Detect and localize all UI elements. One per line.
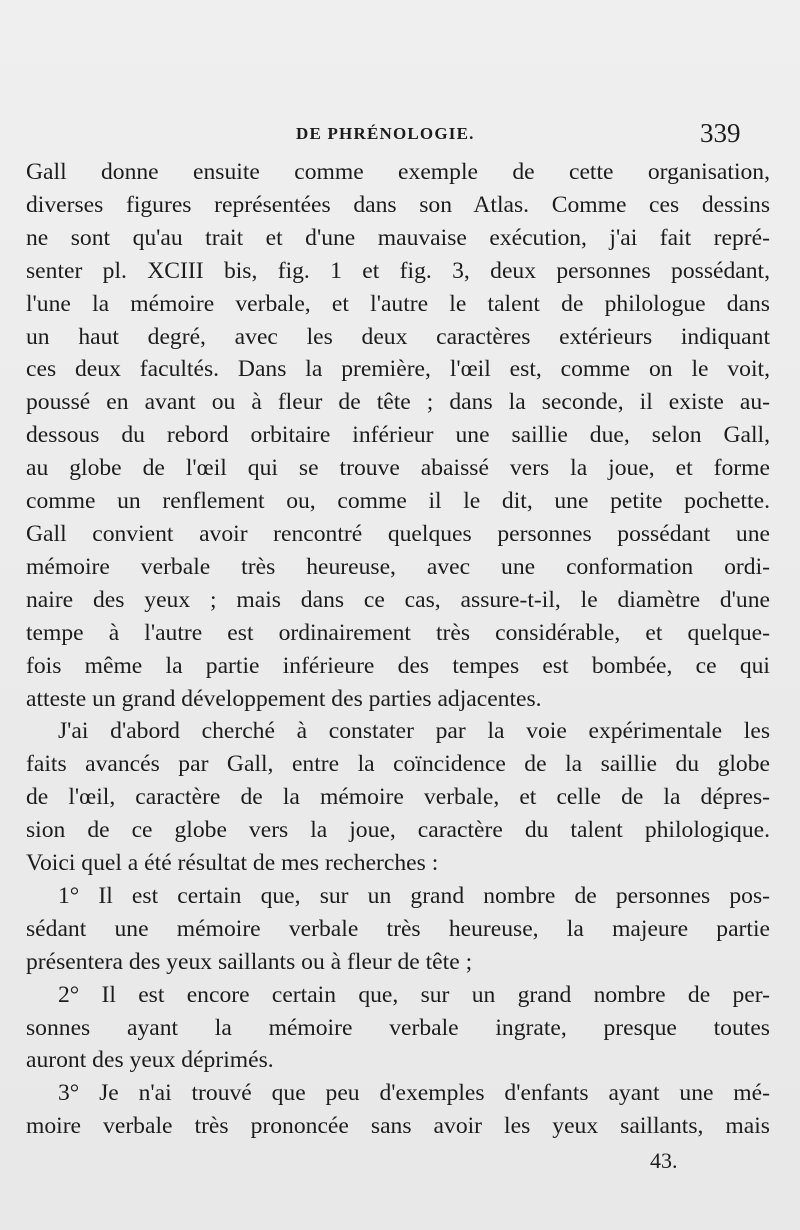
text-line: sion de ce globe vers la joue, caractère du talent philologique. [26, 817, 770, 844]
text-line: mémoire verbale très heureuse, avec une conformation ordi- [26, 553, 770, 580]
text-line: 1° Il est certain que, sur un grand nombre de personnes pos- [58, 882, 770, 909]
signature-mark: 43. [650, 1148, 678, 1173]
text-line: l'une la mémoire verbale, et l'autre le talent de philologue dans [26, 290, 770, 317]
text-line: poussé en avant ou à fleur de tête ; dans la seconde, il existe au- [26, 389, 770, 416]
text-line: un haut degré, avec les deux caractères extérieurs indiquant [26, 323, 770, 350]
running-head: DE PHRÉNOLOGIE. [296, 124, 475, 143]
text-line: auront des yeux déprimés. [26, 1047, 274, 1074]
text-line: 2° Il est encore certain que, sur un grand nombre de per- [58, 981, 770, 1008]
text-line: naire des yeux ; mais dans ce cas, assure-t-il, le diamètre d'une [26, 586, 770, 613]
text-line: Gall convient avoir rencontré quelques personnes possédant une [26, 520, 770, 547]
page-header [0, 118, 800, 158]
text-line: présentera des yeux saillants ou à fleur de tête ; [26, 948, 473, 975]
text-line: Gall donne ensuite comme exemple de cette organisation, [26, 159, 770, 185]
text-line: moire verbale très prononcée sans avoir les yeux saillants, mais [26, 1113, 770, 1140]
text-line: faits avancés par Gall, entre la coïncidence de la saillie du globe [26, 751, 770, 778]
page-number: 339 [700, 118, 741, 148]
text-line: comme un renflement ou, comme il le dit, une petite pochette. [26, 488, 770, 515]
text-line: au globe de l'œil qui se trouve abaissé vers la joue, et forme [26, 455, 770, 482]
text-line: sonnes ayant la mémoire verbale ingrate, presque toutes [26, 1014, 770, 1041]
text-line: tempe à l'autre est ordinairement très considérable, et quelque- [26, 619, 770, 646]
text-line: diverses figures représentées dans son Atlas. Comme ces dessins [26, 191, 770, 218]
text-line: de l'œil, caractère de la mémoire verbale, et celle de la dépres- [26, 784, 770, 811]
text-line: ne sont qu'au trait et d'une mauvaise exécution, j'ai fait repré- [26, 224, 770, 251]
text-line: Voici quel a été résultat de mes recherches : [26, 850, 439, 877]
text-line: J'ai d'abord cherché à constater par la voie expérimentale les [58, 718, 770, 745]
text-line: ces deux facultés. Dans la première, l'œil est, comme on le voit, [26, 356, 770, 383]
text-line: sédant une mémoire verbale très heureuse, la majeure partie [26, 915, 770, 942]
text-line: fois même la partie inférieure des tempes est bombée, ce qui [26, 652, 770, 679]
text-line: atteste un grand développement des parties adjacentes. [26, 685, 542, 712]
text-line: senter pl. XCIII bis, fig. 1 et fig. 3, deux personnes possédant, [26, 257, 770, 284]
body-text [26, 156, 770, 1143]
text-line: 3° Je n'ai trouvé que peu d'exemples d'enfants ayant une mé- [58, 1080, 770, 1107]
text-line: dessous du rebord orbitaire inférieur une saillie due, selon Gall, [26, 422, 770, 449]
